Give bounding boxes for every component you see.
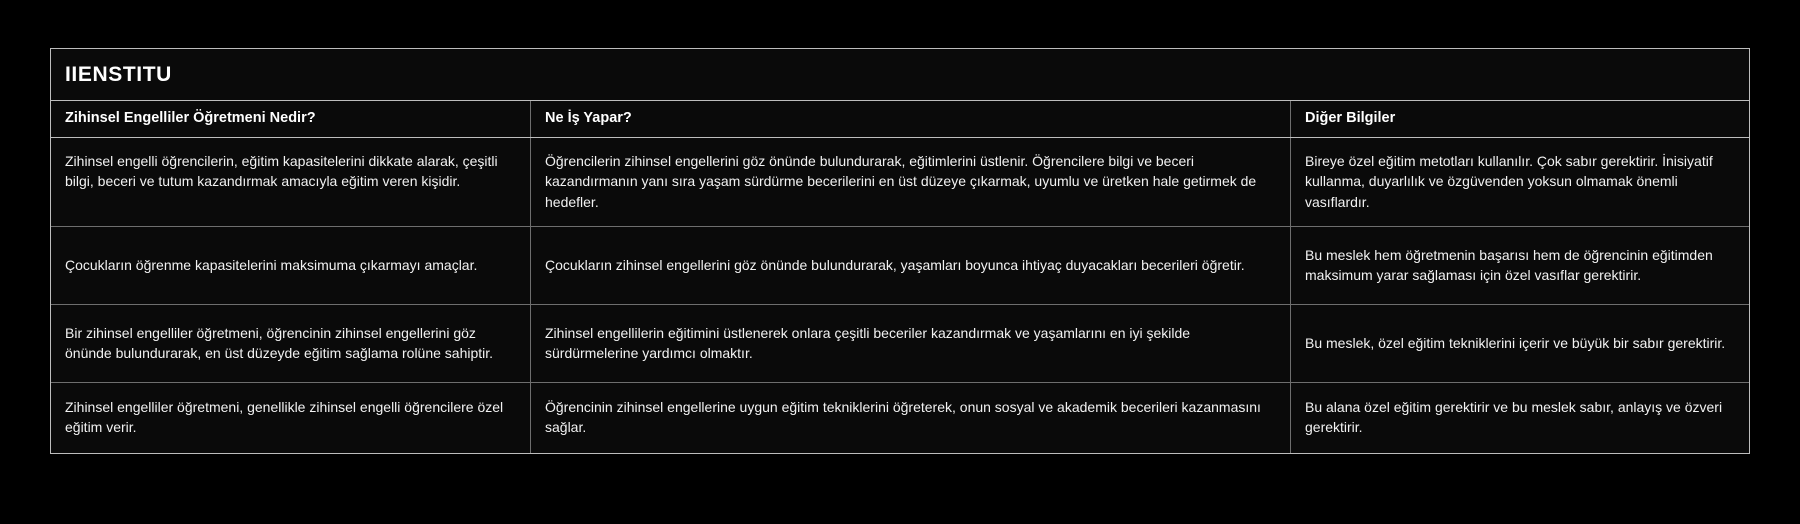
cell-r4-c2: Öğrencinin zihinsel engellerine uygun eğitim tekniklerini öğreterek, onun sosyal ve akademik becerileri kazanmasını sağlar. — [531, 383, 1291, 453]
cell-r1-c3: Bireye özel eğitim metotları kullanılır. Çok sabır gerektirir. İnisiyatif kullanma, duyarlılık ve özgüvenden yoksun olmamak önemli vasıflardır. — [1305, 153, 1713, 210]
cell-r2-c1: Çocukların öğrenme kapasitelerini maksimuma çıkarmayı amaçlar. — [51, 227, 531, 304]
brand-header — [51, 49, 1749, 101]
table-row — [51, 383, 1749, 453]
column-header-2: Ne İş Yapar? — [531, 101, 1291, 137]
cell-r3-c3: Bu meslek, özel eğitim tekniklerini içerir ve büyük bir sabır gerektirir. — [1305, 334, 1726, 351]
table-row — [51, 305, 1749, 383]
cell-r1-c2: Öğrencilerin zihinsel engellerini göz önünde bulundurarak, eğitimlerini üstlenir. Öğrencilere bilgi ve beceri kazandırmanın yanı sıra yaşam sürdürme becerilerini en üst düzeye çıkarmak, uyumlu ve üretken hale getirmek de hedefler. — [531, 138, 1291, 226]
cell-r2-c3: Bu meslek hem öğretmenin başarısı hem de öğrencinin eğitimden maksimum yarar sağlaması için özel vasıflar gerektirir. — [1305, 246, 1713, 283]
cell-r4-c3: Bu alana özel eğitim gerektirir ve bu meslek sabır, anlayış ve özveri gerektirir. — [1305, 399, 1723, 436]
table-row — [51, 227, 1749, 305]
column-header-1: Zihinsel Engelliler Öğretmeni Nedir? — [51, 101, 531, 137]
cell-r3-c2: Zihinsel engellilerin eğitimini üstlenerek onlara çeşitli beceriler kazandırmak ve yaşamlarını en iyi şekilde sürdürmelerine yardımcı olmaktır. — [531, 305, 1291, 382]
cell-r1-c1: Zihinsel engelli öğrencilerin, eğitim kapasitelerini dikkate alarak, çeşitli bilgi, beceri ve tutum kazandırmak amacıyla eğitim veren kişidir. — [51, 138, 531, 226]
table-row — [51, 138, 1749, 227]
cell-r2-c2: Çocukların zihinsel engellerini göz önünde bulundurarak, yaşamları boyunca ihtiyaç duyacakları becerileri öğretir. — [531, 227, 1291, 304]
brand-title: IIENSTITU — [65, 62, 172, 86]
table-header-row — [51, 101, 1749, 138]
cell-r3-c1: Bir zihinsel engelliler öğretmeni, öğrencinin zihinsel engellerini göz önünde bulundurarak, en üst düzeyde eğitim sağlama rolüne sahiptir. — [51, 305, 531, 382]
column-header-3: Diğer Bilgiler — [1305, 110, 1396, 126]
info-table — [50, 48, 1750, 454]
cell-r4-c1: Zihinsel engelliler öğretmeni, genellikle zihinsel engelli öğrencilere özel eğitim verir. — [51, 383, 531, 453]
